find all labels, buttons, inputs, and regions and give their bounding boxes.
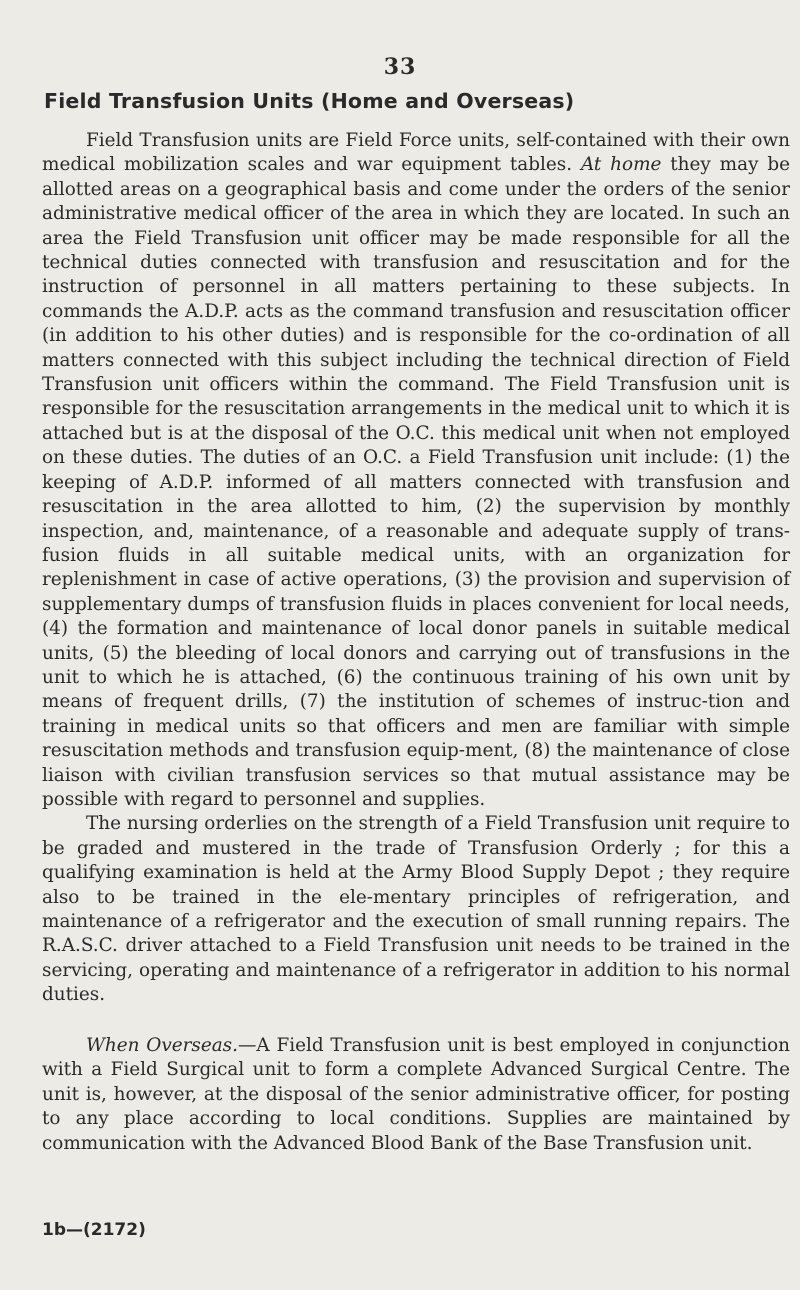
paragraph-home-rest: they may be allotted areas on a geographical basis and come under the orders of the senior administrative medical officer of the area in which they are located. In such an area the Field Transfusion unit officer may be made responsible for all the technical duties connected with transfusion and resuscitation and for the instruction of personnel in all matters pertaining to these subjects. In commands the A.D.P. acts as the command transfusion and resuscitation officer (in addition to his other duties) and is responsible for the co-ordination of all matters connected with this subject including the technical direction of Field Transfusion unit officers within the command. The Field Transfusion unit is responsible for the resuscitation arrangements in the medical unit to which it is attached but is at the disposal of the O.C. this medical unit when not employed on these duties. The duties of an O.C. a Field Transfusion unit include: (1) the keeping of A.D.P. informed of all matters connected with transfusion and resuscitation in the area allotted to him, (2) the supervision by monthly inspection, and, maintenance, of a reasonable and adequate supply of trans-fusion fluids in all suitable medical units, with an organization for replenishment in case of active operations, (3) the provision and supervision of supplementary dumps of transfusion fluids in places convenient for local needs, (4) the formation and maintenance of local donor panels in suitable medical units, (5) the bleeding of local donors and carrying out of transfusions in the unit to which he is attached, (6) the continuous training of his own unit by means of frequent drills, (7) the institution of schemes of instruc-tion and training in medical units so that officers and men are familiar with simple resuscitation methods and transfusion equip-ment, (8) the maintenance of close liaison with civilian transfusion services so that mutual assistance may be possible with regard to personnel and supplies. [42,154,791,810]
footer-signature: 1b—(2172) [42,1220,146,1240]
section-heading: Field Transfusion Units (Home and Overseas) [44,89,575,113]
body-text [42,129,790,1008]
paragraph-home-italic: At home [580,154,662,176]
page-number: 33 [383,54,417,80]
paragraph-overseas-italic: When Overseas. [86,1035,238,1056]
paragraph-overseas-rest: —A Field Transfusion unit is best employed in conjunction with a Field Surgical unit to form a complete Advanced Surgical Centre. The unit is, however, at the disposal of the senior administrative officer, for posting to any place according to local conditions. Supplies are maintained by communication with the Advanced Blood Bank of the Base Transfusion unit. [42,1035,790,1154]
paragraph-nursing-orderlies: The nursing orderlies on the strength of a Field Transfusion unit require to be graded and mustered in the trade of Transfusion Orderly ; for this a qualifying examination is held at the Army Blood Supply Depot ; they require also to be trained in the ele-mentary principles of refrigeration, and maintenance of a refrigerator and the execution of small running repairs. The R.A.S.C. driver attached to a Field Transfusion unit needs to be trained in the servicing, operating and maintenance of a refrigerator in addition to his normal duties. [42,813,790,1006]
paragraph-home [42,129,790,812]
paragraph-overseas [42,1034,790,1156]
paragraph-home-lead: Field Transfusion units are Field Force units, self-contained with their own medical mobilization scales and war equipment tables. [42,130,790,176]
